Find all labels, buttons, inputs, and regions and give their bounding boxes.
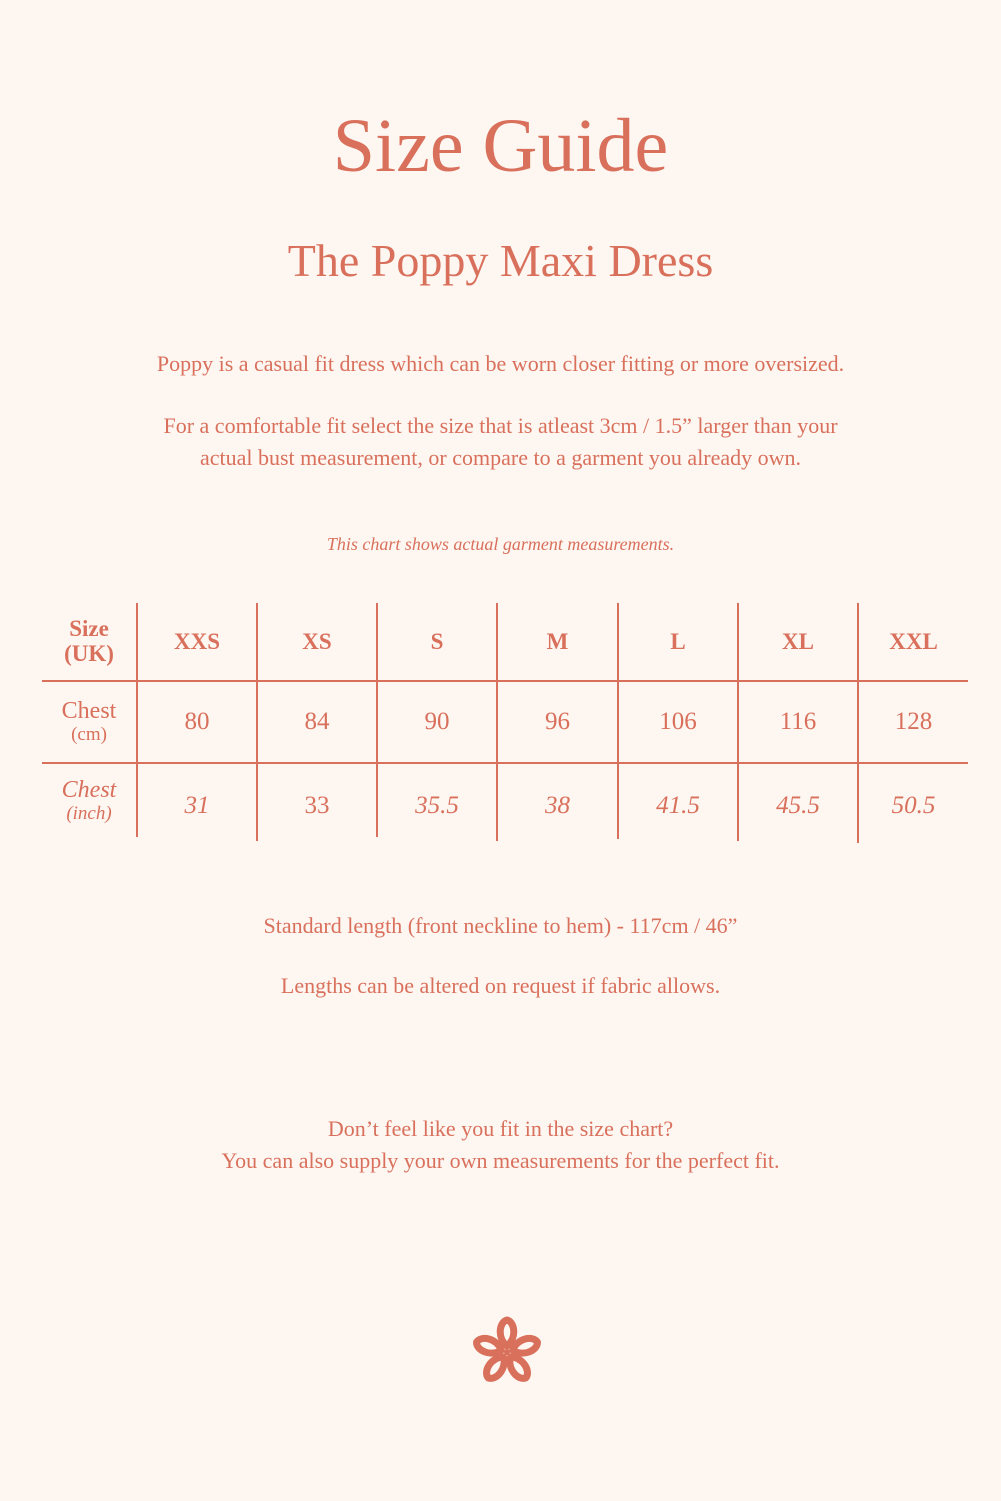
chest-inch-value: 33 xyxy=(304,792,330,819)
cta-line-2: You can also supply your own measurements for the perfect fit. xyxy=(221,1148,780,1173)
size-table xyxy=(42,603,968,843)
chest-inch-label-unit: (inch) xyxy=(66,802,112,824)
chest-inch-value: 50.5 xyxy=(891,792,936,819)
chest-cm-value: 84 xyxy=(304,708,330,735)
size-header-cell: XL xyxy=(782,628,814,654)
chart-note: This chart shows actual garment measurements. xyxy=(326,534,675,554)
chest-inch-value: 35.5 xyxy=(415,792,459,819)
chest-cm-label-text: Chest xyxy=(61,698,117,725)
length-alteration-note: Lengths can be altered on request if fabric allows. xyxy=(280,973,721,998)
size-header-label xyxy=(42,603,136,680)
size-header-cell: L xyxy=(670,628,686,654)
chest-inch-value: 31 xyxy=(184,792,210,819)
chest-cm-value: 90 xyxy=(424,708,450,735)
chest-cm-label-unit: (cm) xyxy=(71,723,107,745)
chest-cm-value: 116 xyxy=(779,708,817,735)
size-header-unit: (UK) xyxy=(64,640,114,666)
size-header-cell: S xyxy=(430,628,444,654)
fit-advice-line-2: actual bust measurement, or compare to a garment you already own. xyxy=(199,445,802,470)
size-header-cell: M xyxy=(546,628,569,654)
size-header-text: Size xyxy=(69,616,109,642)
fit-advice-line-1: For a comfortable fit select the size that is atleast 3cm / 1.5” larger than your xyxy=(163,413,838,438)
product-name: The Poppy Maxi Dress xyxy=(287,235,714,286)
flower-icon xyxy=(468,1312,546,1390)
page-title: Size Guide xyxy=(332,104,669,188)
chest-cm-value: 80 xyxy=(184,708,210,735)
fit-description: Poppy is a casual fit dress which can be worn closer fitting or more oversized. xyxy=(156,351,845,376)
chest-inch-label xyxy=(42,764,136,838)
chest-cm-value: 96 xyxy=(545,708,570,735)
chest-inch-value: 45.5 xyxy=(776,792,820,819)
chest-cm-value: 106 xyxy=(659,708,697,735)
chest-inch-label-text: Chest xyxy=(61,777,117,804)
chest-cm-value: 128 xyxy=(894,708,933,735)
fit-advice xyxy=(0,410,1001,474)
chest-inch-value: 38 xyxy=(545,792,570,819)
size-header-cell: XS xyxy=(302,628,332,654)
custom-measurements-cta xyxy=(0,1113,1001,1177)
chest-inch-value: 41.5 xyxy=(656,792,700,819)
size-header-cell: XXS xyxy=(173,628,220,654)
cta-line-1: Don’t feel like you fit in the size chart? xyxy=(327,1116,674,1141)
chest-cm-label xyxy=(42,682,136,762)
size-header-cell: XXL xyxy=(889,628,938,654)
standard-length: Standard length (front neckline to hem) - 117cm / 46” xyxy=(263,913,738,938)
